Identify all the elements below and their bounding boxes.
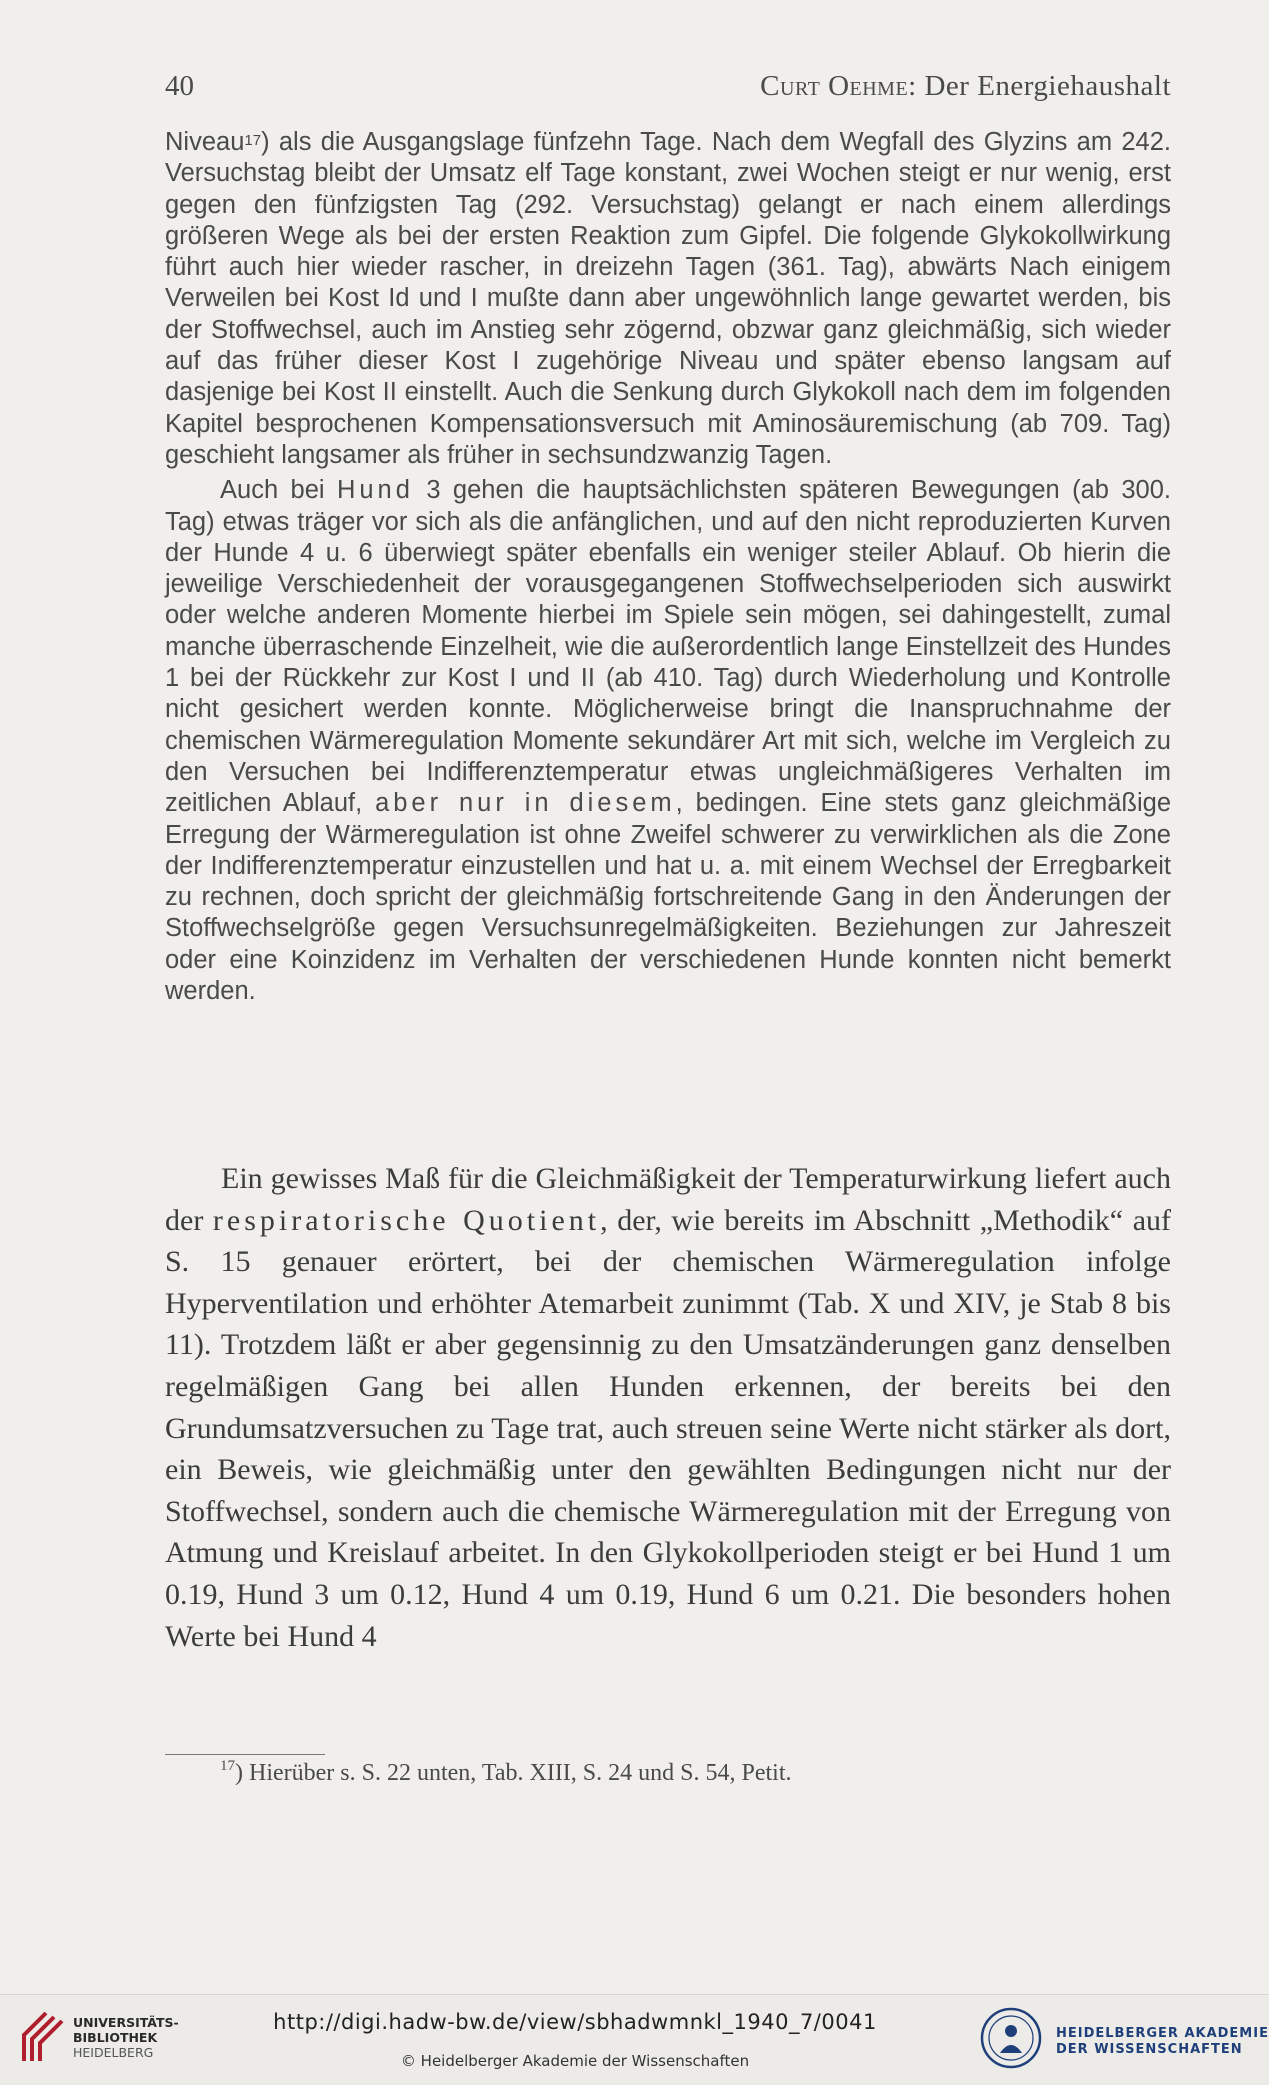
- paragraph-2: [165, 475, 1171, 1007]
- paragraph-2-start: Auch bei: [220, 476, 337, 505]
- footnote-ref: 17: [244, 132, 262, 149]
- page-number: 40: [165, 70, 194, 102]
- paragraph-3-body: , der, wie bereits im Abschnitt „Methodik“ auf S. 15 genauer erörtert, bei der chemischen Wärmeregulation infolge Hyperventilation und erhöhter Atemarbeit zunimmt (Tab. X und XIV, je Stab 8 bis 11). Trotzdem läßt er aber gegensinnig zu den Umsatzänderungen ganz denselben regelmäßigen Gang bei allen Hunden erkennen, der bereits bei den Grundumsatzversuchen zu Tage trat, auch streuen seine Werte nicht stärker als dort, ein Beweis, wie gleichmäßig unter den gewählten Bedingungen nicht nur der Stoffwechsel, sondern auch die chemische Wärmeregulation mit der Erregung von Atmung und Kreislauf arbeitet. In den Glykokollperioden steigt er bei Hund 1 um 0.19, Hund 3 um 0.12, Hund 4 um 0.19, Hund 6 um 0.21. Die besonders hohen Werte bei Hund 4: [165, 1203, 1171, 1653]
- academy-seal-icon: [980, 2007, 1042, 2069]
- paragraph-3-emphasis: respiratorische Quotient: [212, 1203, 601, 1237]
- running-separator: :: [908, 70, 917, 102]
- footnote-number: 17: [220, 1758, 235, 1774]
- small-print-section: [165, 127, 1171, 1007]
- academy-name-line-1: HEIDELBERGER AKADEMIE: [1056, 2026, 1269, 2041]
- footnote: [220, 1760, 1170, 1787]
- running-book-title: Der Energiehaushalt: [924, 70, 1171, 102]
- paragraph-1-start: Niveau: [165, 128, 245, 156]
- library-logo-icon: [16, 2009, 66, 2065]
- academy-name-line-2: DER WISSENSCHAFTEN: [1056, 2042, 1243, 2057]
- paragraph-1: [165, 127, 1171, 471]
- paragraph-1-body: ) als die Ausgangslage fünfzehn Tage. Nach dem Wegfall des Glyzins am 242. Versuchstag bleibt der Umsatz elf Tage konstant, zwei Wochen steigt er nur wenig, erst gegen den fünfzigsten Tag (292. Versuchstag) gelangt er nach einem allerdings größeren Wege als bei der ersten Reaktion zum Gipfel. Die folgende Glykokollwirkung führt auch hier wieder rascher, in dreizehn Tagen (361. Tag), abwärts Nach einigem Verweilen bei Kost Id und I mußte dann aber ungewöhnlich lange gewartet werden, bis der Stoffwechsel, auch im Anstieg sehr zögernd, obzwar ganz gleichmäßig, sich wieder auf das früher dieser Kost I zugehörige Niveau und später ebenso langsam auf dasjenige bei Kost II einstellt. Auch die Senkung durch Glykokoll nach dem im folgenden Kapitel besprochenen Kompensationsversuch mit Aminosäuremischung (ab 709. Tag) geschieht langsamer als früher in sechsundzwanzig Tagen.: [165, 128, 1171, 469]
- footer-bar: [0, 1994, 1269, 2085]
- running-title: [760, 70, 1171, 103]
- academy-name: [1056, 2026, 1269, 2058]
- paragraph-2-body: 3 gehen die hauptsächlichsten späteren Bewegungen (ab 300. Tag) etwas träger vor sich als die anfänglichen, und auf den nicht reproduzierten Kurven der Hunde 4 u. 6 überwiegt später ebenfalls ein weniger steiler Ablauf. Ob hierin die jeweilige Verschiedenheit der vorausgegangenen Stoffwechselperioden sich auswirkt oder welche anderen Momente hierbei im Spiele sein mögen, sei dahingestellt, zumal manche überraschende Einzelheit, wie die außerordentlich lange Einstellzeit des Hundes 1 bei der Rückkehr zur Kost I und II (ab 410. Tag) durch Wiederholung und Kontrolle nicht gesichert werden konnte. Möglicherweise bringt die Inanspruchnahme der chemischen Wärmeregulation Momente sekundärer Art mit sich, welche im Vergleich zu den Versuchen bei Indifferenztemperatur etwas ungleichmäßigeres Verhalten im zeitlichen Ablauf,: [165, 476, 1171, 818]
- running-author: Curt Oehme: [760, 70, 909, 102]
- paragraph-3: [165, 1158, 1171, 1657]
- library-name-line-2: BIBLIOTHEK: [73, 2030, 158, 2045]
- footnote-divider: [165, 1754, 325, 1755]
- running-header: [165, 70, 1171, 110]
- permalink-url[interactable]: http://digi.hadw-bw.de/view/sbhadwmnkl_1940_7/0041: [273, 2010, 877, 2034]
- footnote-text: ) Hierüber s. S. 22 unten, Tab. XIII, S. 24 und S. 54, Petit.: [235, 1760, 792, 1786]
- library-name-line-1: UNIVERSITÄTS-: [73, 2015, 179, 2030]
- library-name: [73, 2015, 179, 2060]
- paragraph-2-emphasis-2: aber nur in diesem: [375, 789, 676, 818]
- paragraph-3-start: Ein gewisses Maß für die Gleichmäßigkeit der Temperaturwirkung liefert auch der: [165, 1162, 1171, 1237]
- paragraph-2-emphasis-1: Hund: [336, 476, 414, 505]
- library-name-line-3: HEIDELBERG: [73, 2045, 154, 2060]
- paragraph-2-end: , bedingen. Eine stets ganz gleichmäßige Erregung der Wärmeregulation ist ohne Zweifel schwerer zu verwirklichen als die Zone der Indifferenztemperatur einzustellen und hat u. a. mit einem Wechsel der Erregbarkeit zu rechnen, doch spricht der gleichmäßig fortschreitende Gang in den Änderungen der Stoffwechselgröße gegen Versuchsunregelmäßigkeiten. Beziehungen zur Jahreszeit oder eine Koinzidenz im Verhalten der verschiedenen Hunde konnten nicht bemerkt werden.: [165, 789, 1172, 1006]
- main-text-section: [165, 1158, 1171, 1657]
- copyright-notice: © Heidelberger Akademie der Wissenschaften: [400, 2052, 750, 2070]
